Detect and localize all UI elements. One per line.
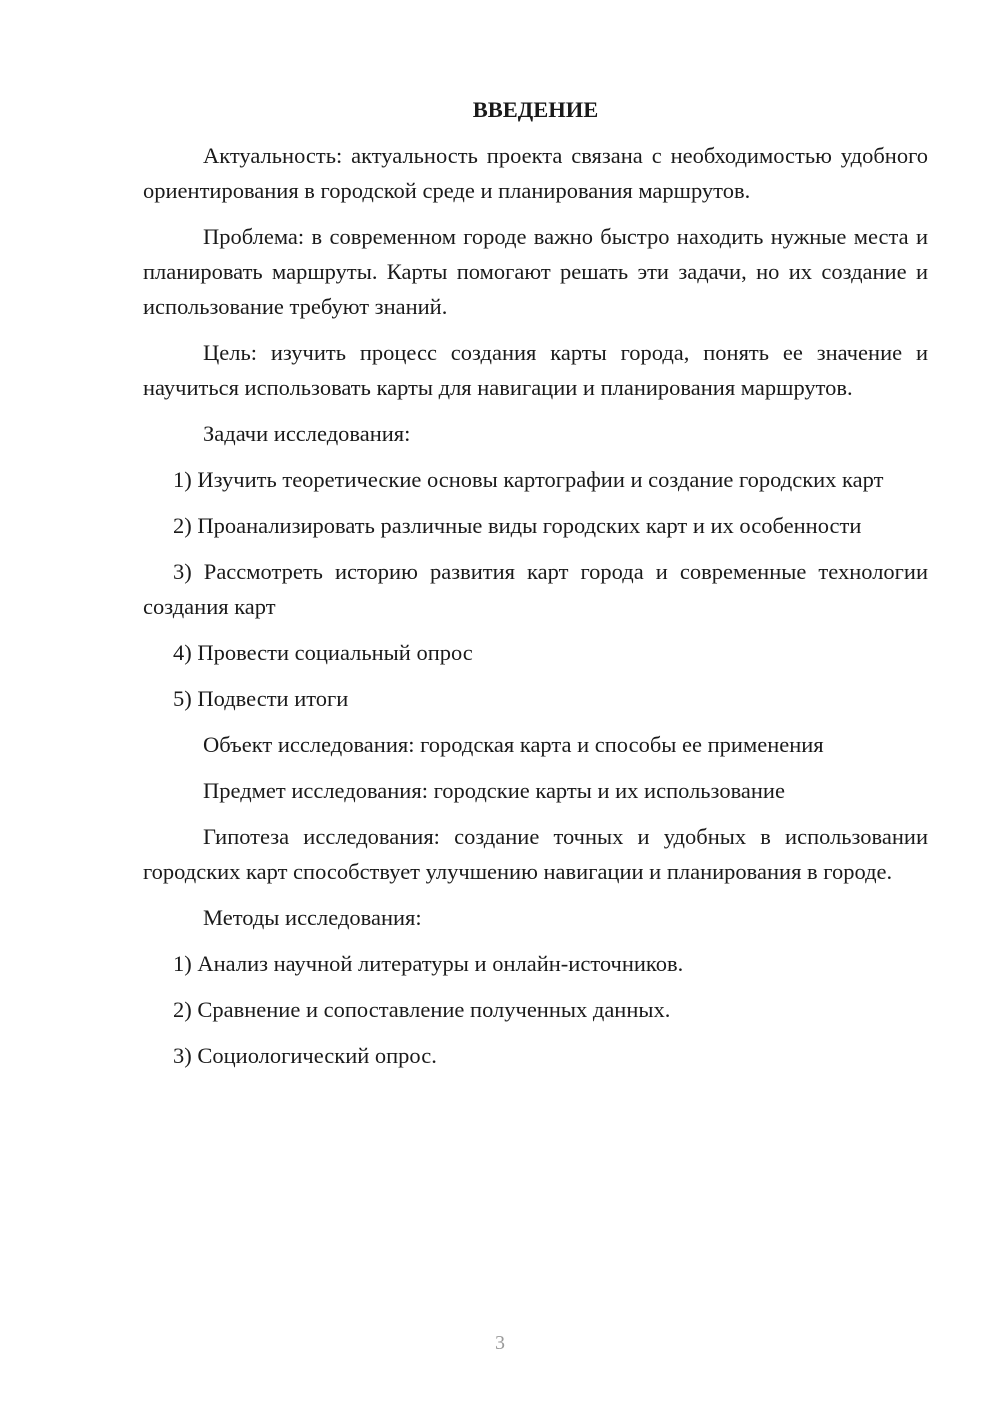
paragraph-problem: Проблема: в современном городе важно быстро находить нужные места и планировать маршруты. Карты помогают решать эти задачи, но их создание и использование требуют знаний.: [143, 224, 928, 319]
method-item-1: 1) Анализ научной литературы и онлайн-источников.: [173, 951, 684, 976]
method-item-3: 3) Социологический опрос.: [173, 1043, 437, 1068]
paragraph-object: Объект исследования: городская карта и способы ее применения: [203, 732, 824, 757]
task-item-2: 2) Проанализировать различные виды городских карт и их особенности: [173, 513, 862, 538]
page-title: ВВЕДЕНИЕ: [472, 97, 599, 122]
task-item-1: 1) Изучить теоретические основы картографии и создание городских карт: [173, 467, 884, 492]
paragraph-hypothesis: Гипотеза исследования: создание точных и удобных в использовании городских карт способствует улучшению навигации и планирования в городе.: [143, 824, 928, 884]
paragraph-goal: Цель: изучить процесс создания карты города, понять ее значение и научиться использовать карты для навигации и планирования маршрутов.: [143, 340, 928, 400]
task-item-5: 5) Подвести итоги: [173, 686, 349, 711]
paragraph-relevance: Актуальность: актуальность проекта связана с необходимостью удобного ориентирования в городской среде и планирования маршрутов.: [143, 143, 928, 203]
task-item-4: 4) Провести социальный опрос: [173, 640, 473, 665]
page-content: [143, 92, 928, 1084]
page-number: 3: [495, 1332, 505, 1354]
tasks-heading: Задачи исследования:: [203, 421, 411, 446]
methods-heading: Методы исследования:: [203, 905, 422, 930]
task-item-3: 3) Рассмотреть историю развития карт города и современные технологии создания карт: [143, 559, 928, 619]
method-item-2: 2) Сравнение и сопоставление полученных данных.: [173, 997, 671, 1022]
paragraph-subject: Предмет исследования: городские карты и их использование: [203, 778, 785, 803]
